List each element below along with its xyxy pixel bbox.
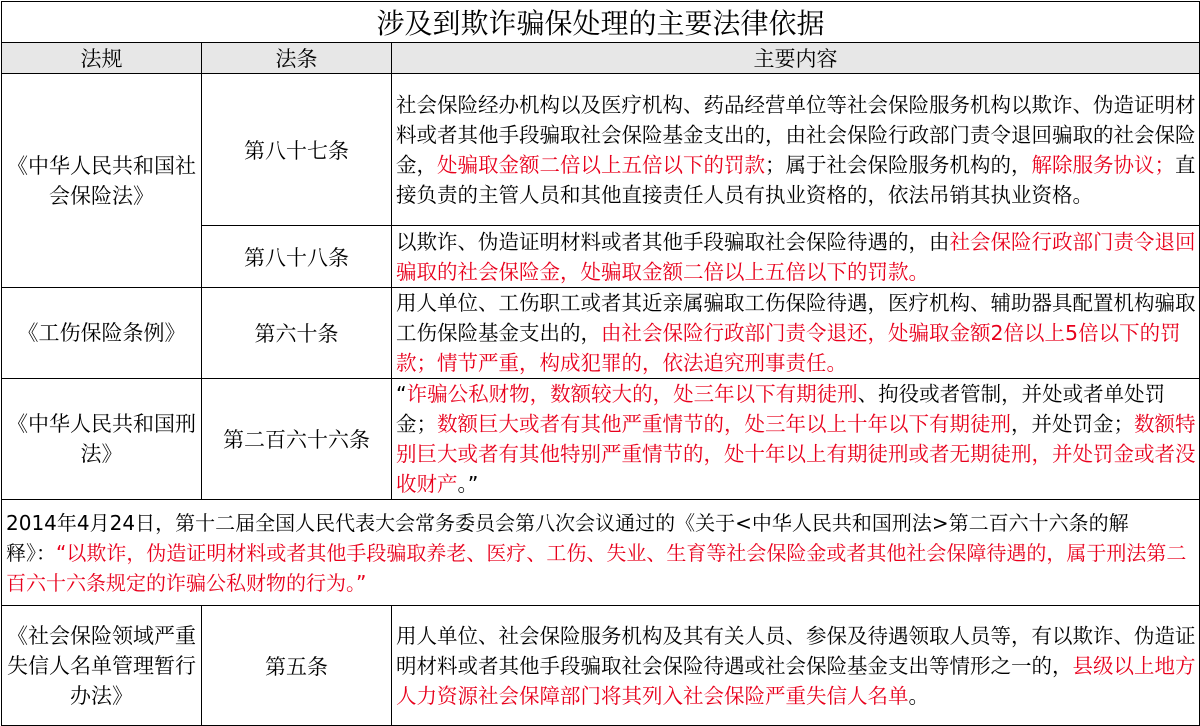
interpretation-text (2, 500, 1200, 606)
law-table (1, 1, 1200, 726)
law-work-injury: 《工伤保险条例》 (2, 288, 202, 379)
content-article-88 (392, 226, 1200, 288)
header-article: 法条 (202, 43, 392, 74)
header-law: 法规 (2, 43, 202, 74)
highlighted-text: 由社会保险行政部门责令退还，处骗取金额2倍以上5倍以下的罚款；情节严重，构成犯罪的，依法追究刑事责任。 (396, 321, 1181, 375)
body-text: 社会保险经办机构以及医疗机构、药品经营单位等社会保险服务机构以欺诈、伪造证明材料或者其他手段骗取社会保险基金支出的，由社会保险行政部门责令退回骗取的社会保险金， (396, 92, 1196, 177)
highlighted-text: 诈骗公私财物，数额较大的，处三年以下有期徒刑 (406, 382, 858, 406)
article-5: 第五条 (202, 606, 392, 726)
body-text: 以欺诈、伪造证明材料或者其他手段骗取社会保险待遇的，由 (396, 229, 950, 254)
body-text: 、拘役或者管制，并处或者单处罚金； (396, 382, 1166, 436)
body-text: “ (396, 382, 407, 406)
highlighted-text: 处骗取金额二倍以上五倍以下的罚款 (437, 152, 765, 177)
body-text: 用人单位、社会保险服务机构及其有关人员、参保及待遇领取人员等，有以欺诈、伪造证明材料或者其他手段骗取社会保险待遇或社会保险基金支出等情形之一的， (396, 623, 1196, 678)
body-text: 用人单位、工伤职工或者其近亲属骗取工伤保险待遇，医疗机构、辅助器具配置机构骗取工伤保险基金支出的， (396, 291, 1196, 345)
highlighted-text: 社会保险行政部门责令退回骗取的社会保险金，处骗取金额二倍以上五倍以下的罚款。 (396, 229, 1196, 284)
content-article-5 (392, 606, 1200, 726)
highlighted-text: 数额特别巨大或者有其他特别严重情节的，处十年以上有期徒刑或者无期徒刑，并处罚金或者没收财产 (396, 412, 1196, 496)
law-social-insurance: 《中华人民共和国社会保险法》 (2, 74, 202, 288)
body-text: 2014年4月24日，第十二届全国人民代表大会常务委员会第八次会议通过的《关于<中华人民共和国刑法>第二百六十六条的解释》： (6, 510, 1129, 565)
highlighted-text: 数额巨大或者有其他严重情节的，处三年以上十年以下有期徒刑 (437, 412, 1011, 436)
content-article-60 (392, 288, 1200, 379)
highlighted-text: 县级以上地方人力资源社会保障部门将其列入社会保险严重失信人名单 (396, 653, 1196, 708)
body-text: 直接负责的主管人员和其他直接责任人员有执业资格的，依法吊销其执业资格。 (396, 152, 1196, 207)
header-content: 主要内容 (392, 43, 1200, 74)
article-87: 第八十七条 (202, 74, 392, 226)
article-88: 第八十八条 (202, 226, 392, 288)
highlighted-text: “以欺诈，伪造证明材料或者其他手段骗取养老、医疗、工伤、失业、生育等社会保险金或者其他社会保障待遇的，属于刑法第二百六十六条规定的诈骗公私财物的行为。” (6, 540, 1187, 595)
body-text: 。” (457, 472, 479, 496)
content-article-266 (392, 379, 1200, 500)
law-table-container (1, 1, 1199, 724)
table-title: 涉及到欺诈骗保处理的主要法律依据 (2, 2, 1200, 43)
article-60: 第六十条 (202, 288, 392, 379)
law-blacklist: 《社会保险领域严重失信人名单管理暂行办法》 (2, 606, 202, 726)
highlighted-text: 解除服务协议； (1031, 152, 1175, 177)
article-266: 第二百六十六条 (202, 379, 392, 500)
content-article-87 (392, 74, 1200, 226)
body-text: 。 (908, 683, 929, 708)
law-criminal: 《中华人民共和国刑法》 (2, 379, 202, 500)
body-text: ；属于社会保险服务机构的， (765, 152, 1032, 177)
body-text: ，并处罚金； (1011, 412, 1134, 436)
